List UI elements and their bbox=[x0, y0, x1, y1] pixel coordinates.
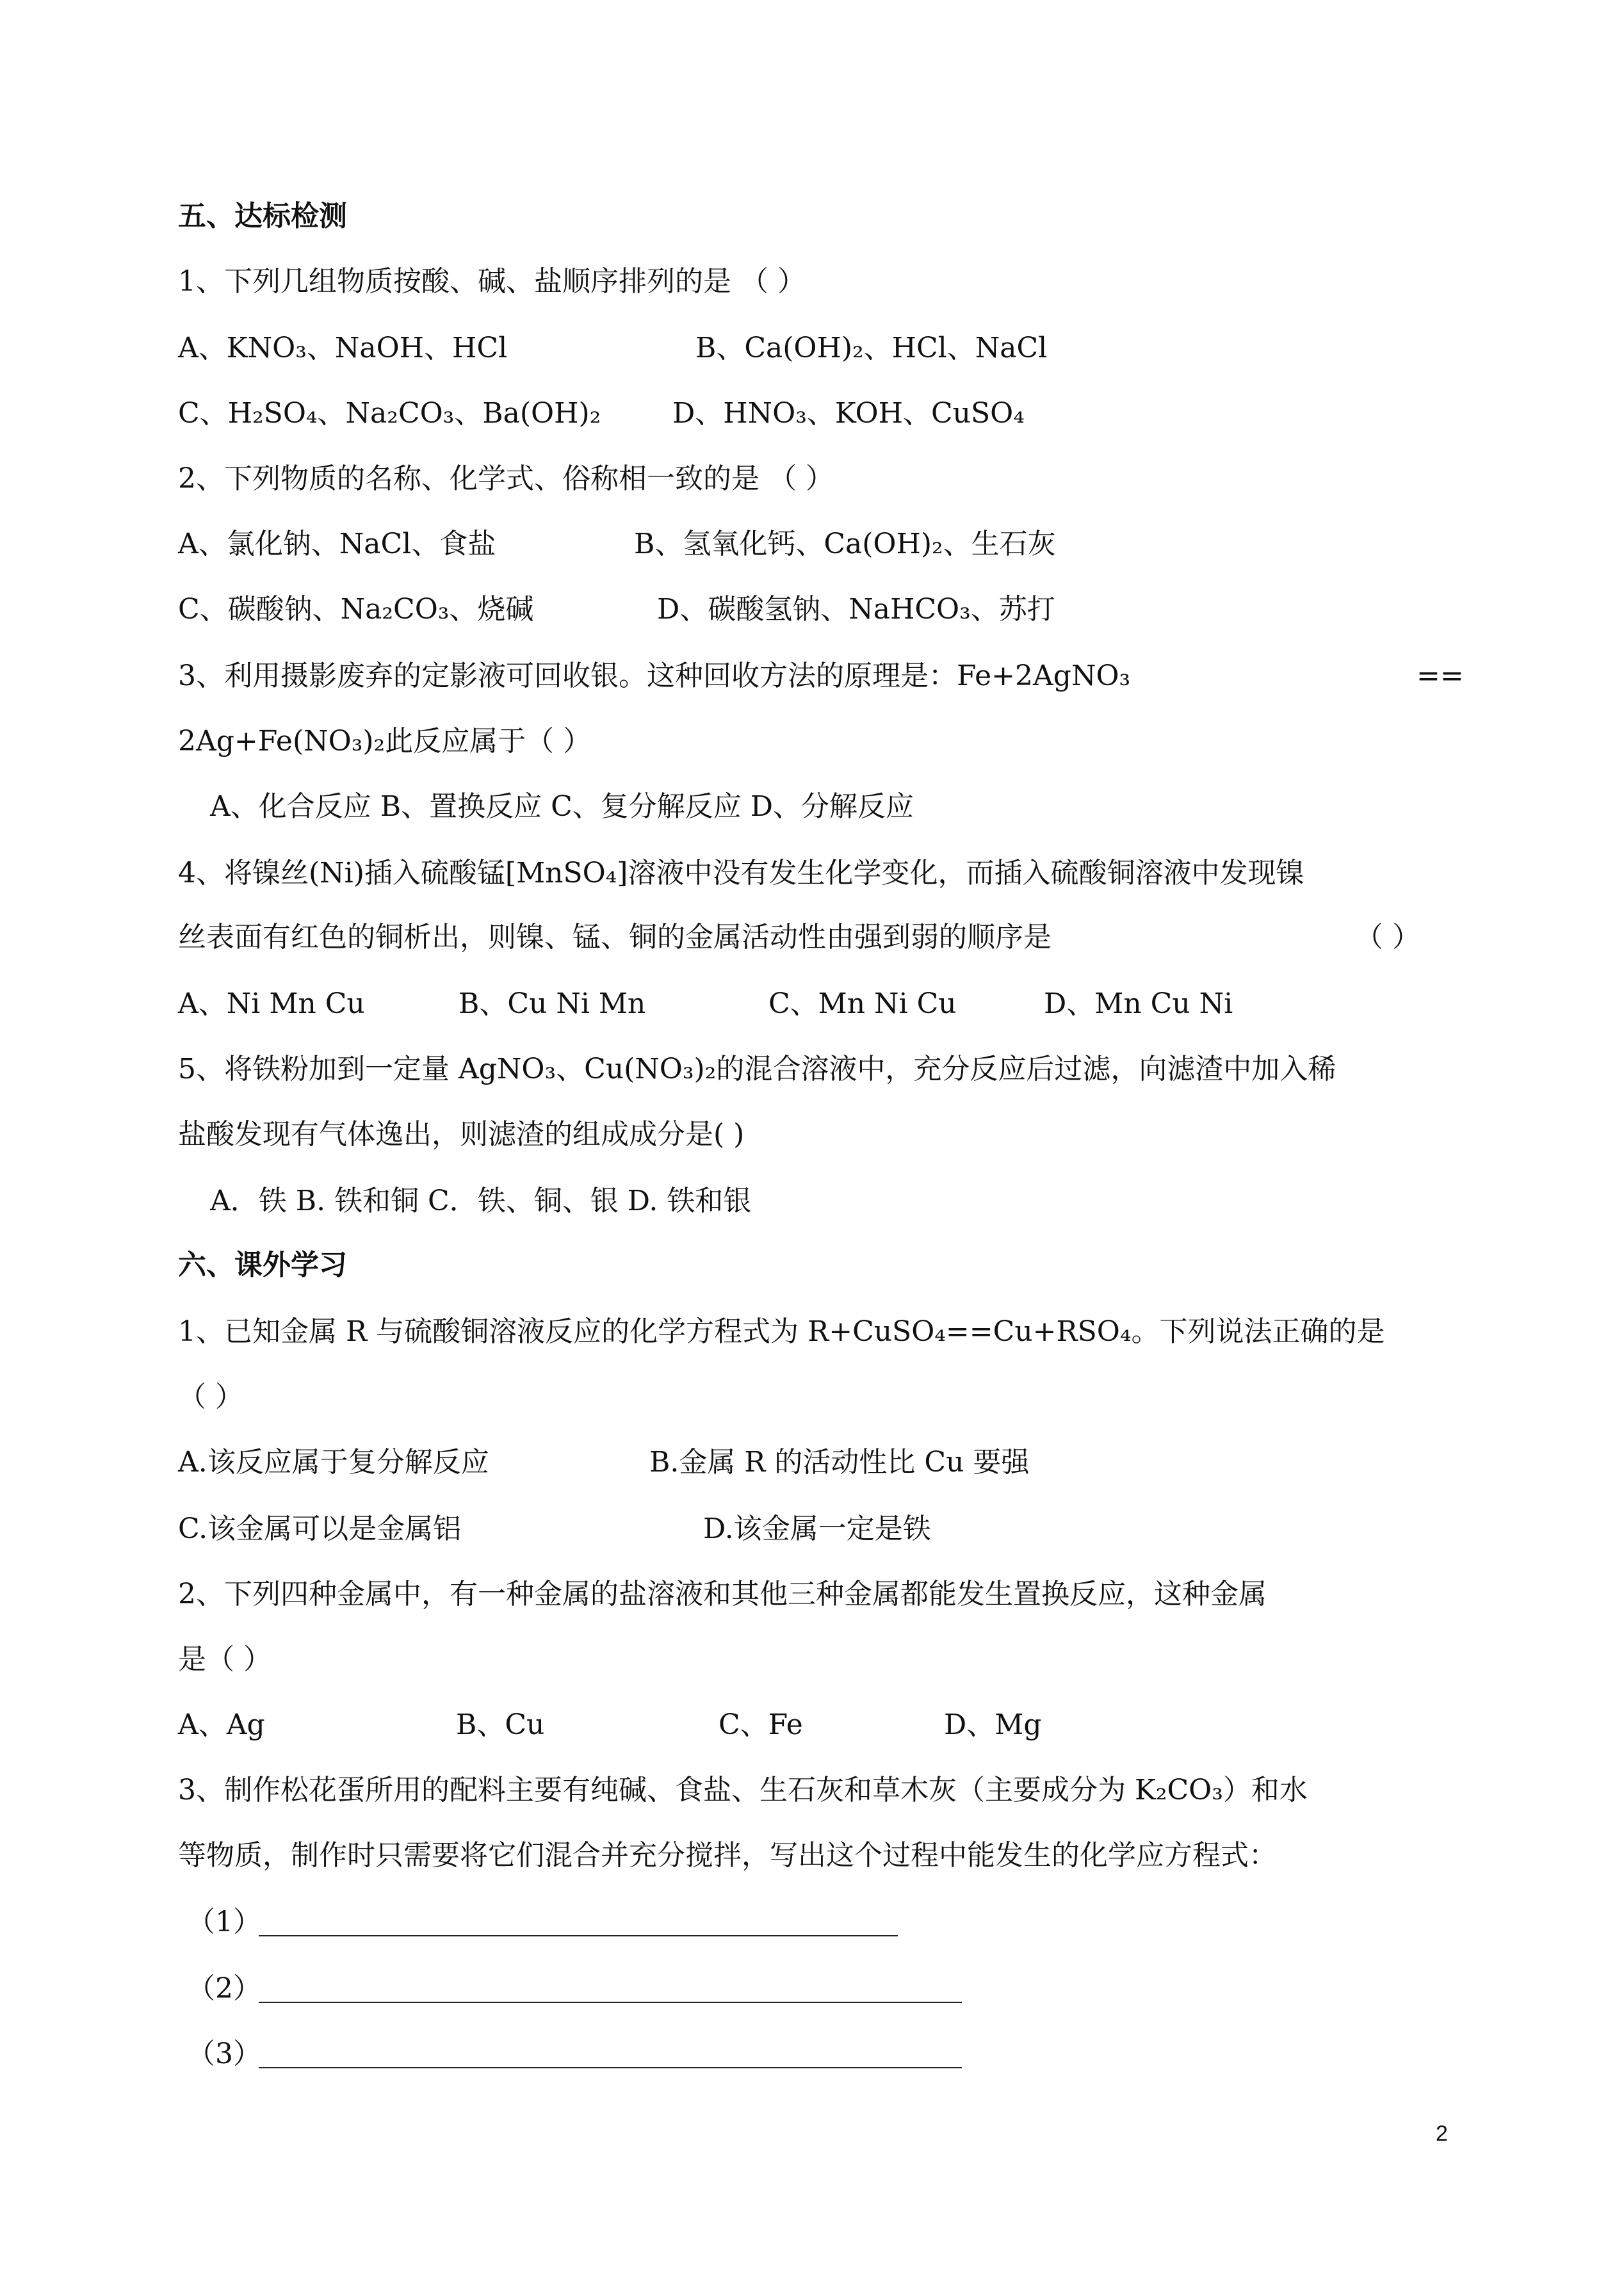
q6-1-option-a: A.该反应属于复分解反应 bbox=[178, 1446, 489, 1479]
q5-1-option-a: A、KNO₃、NaOH、HCl bbox=[178, 332, 508, 364]
q6-3-line1: 3、制作松花蛋所用的配料主要有纯碱、食盐、生石灰和草木灰（主要成分为 K₂CO₃）和水 bbox=[178, 1774, 1308, 1806]
answer-label-3: （3） bbox=[187, 2038, 261, 2070]
answer-label-2: （2） bbox=[187, 1972, 261, 2005]
q5-1-stem: 1、下列几组物质按酸、碱、盐顺序排列的是 （ ） bbox=[178, 265, 806, 298]
q5-3-line1: 3、利用摄影废弃的定影液可回收银。这种回收方法的原理是：Fe+2AgNO₃ bbox=[178, 660, 1131, 692]
answer-label-1: （1） bbox=[187, 1906, 261, 1938]
q6-3-line2: 等物质，制作时只需要将它们混合并充分搅拌，写出这个过程中能发生的化学应方程式： bbox=[178, 1839, 1277, 1872]
section-heading-6: 六、课外学习 bbox=[178, 1249, 347, 1281]
q5-4-line1: 4、将镍丝(Ni)插入硫酸锰[MnSO₄]溶液中没有发生化学变化，而插入硫酸铜溶液中发现镍 bbox=[178, 857, 1304, 889]
section-heading-5: 五、达标检测 bbox=[178, 200, 347, 232]
q5-3-equals: == bbox=[1417, 660, 1464, 692]
page-number: 2 bbox=[1436, 2121, 1448, 2146]
q5-5-options: A．铁 B. 铁和铜 C．铁、铜、银 D. 铁和银 bbox=[210, 1185, 752, 1217]
q6-2-line1: 2、下列四种金属中，有一种金属的盐溶液和其他三种金属都能发生置换反应，这种金属 bbox=[178, 1578, 1267, 1610]
q6-1-option-c: C.该金属可以是金属铝 bbox=[178, 1512, 462, 1545]
q5-2-option-b: B、氢氧化钙、Ca(OH)₂、生石灰 bbox=[634, 528, 1056, 560]
q5-1-option-c: C、H₂SO₄、Na₂CO₃、Ba(OH)₂ bbox=[178, 397, 601, 430]
q6-1-option-d: D.该金属一定是铁 bbox=[703, 1512, 931, 1545]
q5-3-line2: 2Ag+Fe(NO₃)₂此反应属于（ ） bbox=[178, 725, 592, 758]
q6-1-line2: （ ） bbox=[178, 1381, 243, 1413]
q5-2-option-d: D、碳酸氢钠、NaHCO₃、苏打 bbox=[657, 593, 1055, 626]
q5-4-option-c: C、Mn Ni Cu bbox=[768, 987, 957, 1020]
q5-3-options: A、化合反应 B、置换反应 C、复分解反应 D、分解反应 bbox=[210, 790, 914, 823]
q5-4-answer-paren: （ ） bbox=[1355, 921, 1420, 953]
answer-blank-1[interactable] bbox=[259, 1935, 898, 1936]
q6-1-line1: 1、已知金属 R 与硫酸铜溶液反应的化学方程式为 R+CuSO₄==Cu+RSO₄。下列说法正确的是 bbox=[178, 1315, 1385, 1348]
q5-4-option-d: D、Mn Cu Ni bbox=[1044, 987, 1233, 1020]
q5-2-option-a: A、氯化钠、NaCl、食盐 bbox=[178, 528, 496, 560]
q5-1-option-b: B、Ca(OH)₂、HCl、NaCl bbox=[695, 332, 1048, 364]
q6-1-option-b: B.金属 R 的活动性比 Cu 要强 bbox=[649, 1446, 1030, 1479]
q6-2-option-b: B、Cu bbox=[456, 1708, 545, 1741]
q5-2-stem: 2、下列物质的名称、化学式、俗称相一致的是 （ ） bbox=[178, 462, 834, 495]
q5-2-option-c: C、碳酸钠、Na₂CO₃、烧碱 bbox=[178, 593, 534, 626]
q5-5-line2: 盐酸发现有气体逸出，则滤渣的组成成分是( ) bbox=[178, 1118, 745, 1151]
q6-2-option-c: C、Fe bbox=[719, 1708, 803, 1741]
q5-4-line2: 丝表面有红色的铜析出，则镍、锰、铜的金属活动性由强到弱的顺序是 bbox=[178, 921, 1052, 953]
answer-blank-3[interactable] bbox=[259, 2067, 962, 2068]
q6-2-line2: 是（ ） bbox=[178, 1643, 272, 1676]
q6-2-option-a: A、Ag bbox=[178, 1708, 265, 1741]
answer-blank-2[interactable] bbox=[259, 2002, 962, 2003]
q6-2-option-d: D、Mg bbox=[944, 1708, 1042, 1741]
q5-5-line1: 5、将铁粉加到一定量 AgNO₃、Cu(NO₃)₂的混合溶液中，充分反应后过滤，向滤渣中加入稀 bbox=[178, 1053, 1336, 1085]
q5-4-option-b: B、Cu Ni Mn bbox=[459, 987, 646, 1020]
q5-1-option-d: D、HNO₃、KOH、CuSO₄ bbox=[672, 397, 1025, 430]
q5-4-option-a: A、Ni Mn Cu bbox=[178, 987, 365, 1020]
